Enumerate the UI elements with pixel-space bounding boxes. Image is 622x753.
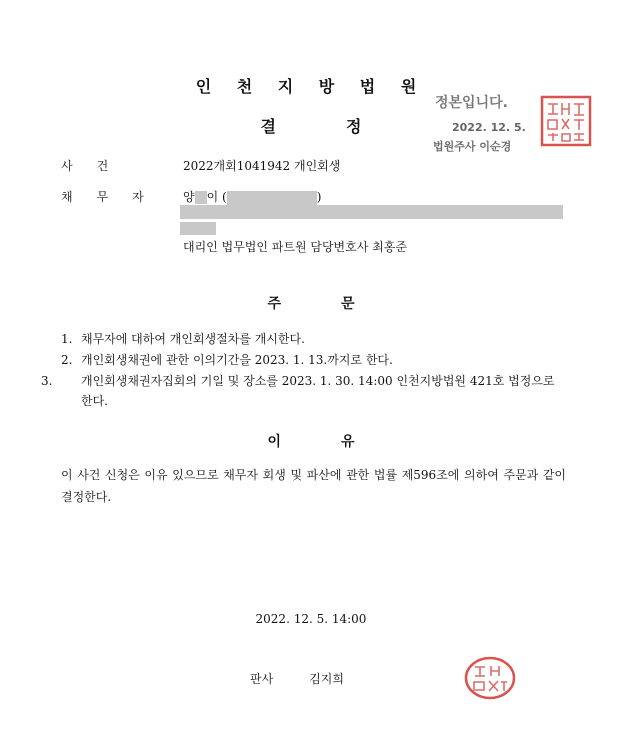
clerk-name: 법원주사 이순경 [433,140,512,153]
decision-date: 2022. 12. 5. 14:00 [255,612,367,626]
order-item [61,350,566,370]
order-heading: 주문 [267,296,415,312]
case-label: 사건 [61,159,133,173]
id-redaction [227,191,317,205]
address-redaction-2 [180,222,216,235]
debtor-name-prefix: 양 [183,190,195,204]
order-item-number: 2. [61,353,73,367]
case-number: 2022개회1041942 개인회생 [183,159,341,173]
clerk-seal [540,95,592,147]
debtor-name [183,188,321,205]
address-redaction [180,205,563,219]
debtor-name-close: ) [316,190,322,204]
judge-name: 김지희 [309,672,344,686]
document-type: 결정 [260,117,432,136]
name-redaction [195,191,207,204]
order-item-number: 1. [61,332,73,346]
reason-text: 이 사건 신청은 이유 있으므로 채무자 회생 및 파산에 관한 법률 제596조에 의하여 주문과 같이 결정한다. [61,468,566,504]
judge-title: 판사 [250,672,274,686]
reason-heading: 이유 [267,434,415,450]
order-item [41,371,566,411]
certification-stamp-text: 정본입니다. [435,95,508,111]
judge-signature [250,670,344,687]
order-item-number: 3. [41,374,53,388]
order-item [61,329,566,349]
debtor-name-suffix: 이 ( [206,190,227,204]
certification-date: 2022. 12. 5. [452,121,526,134]
order-item-text: 채무자에 대하여 개인회생절차를 개시한다. [81,332,305,346]
judge-seal [463,655,517,701]
order-item-text: 개인회생채권에 관한 이의기간을 2023. 1. 13.까지로 한다. [81,353,393,367]
representative: 대리인 법무법인 파트원 담당변호사 최홍준 [183,240,407,254]
order-item-text: 개인회생채권자집회의 기일 및 장소를 2023. 1. 30. 14:00 인천지방법원 421호 법정으로 한다. [81,374,555,408]
court-name: 인 천 지 방 법 원 [195,77,427,96]
debtor-label: 채무자 [61,190,168,204]
